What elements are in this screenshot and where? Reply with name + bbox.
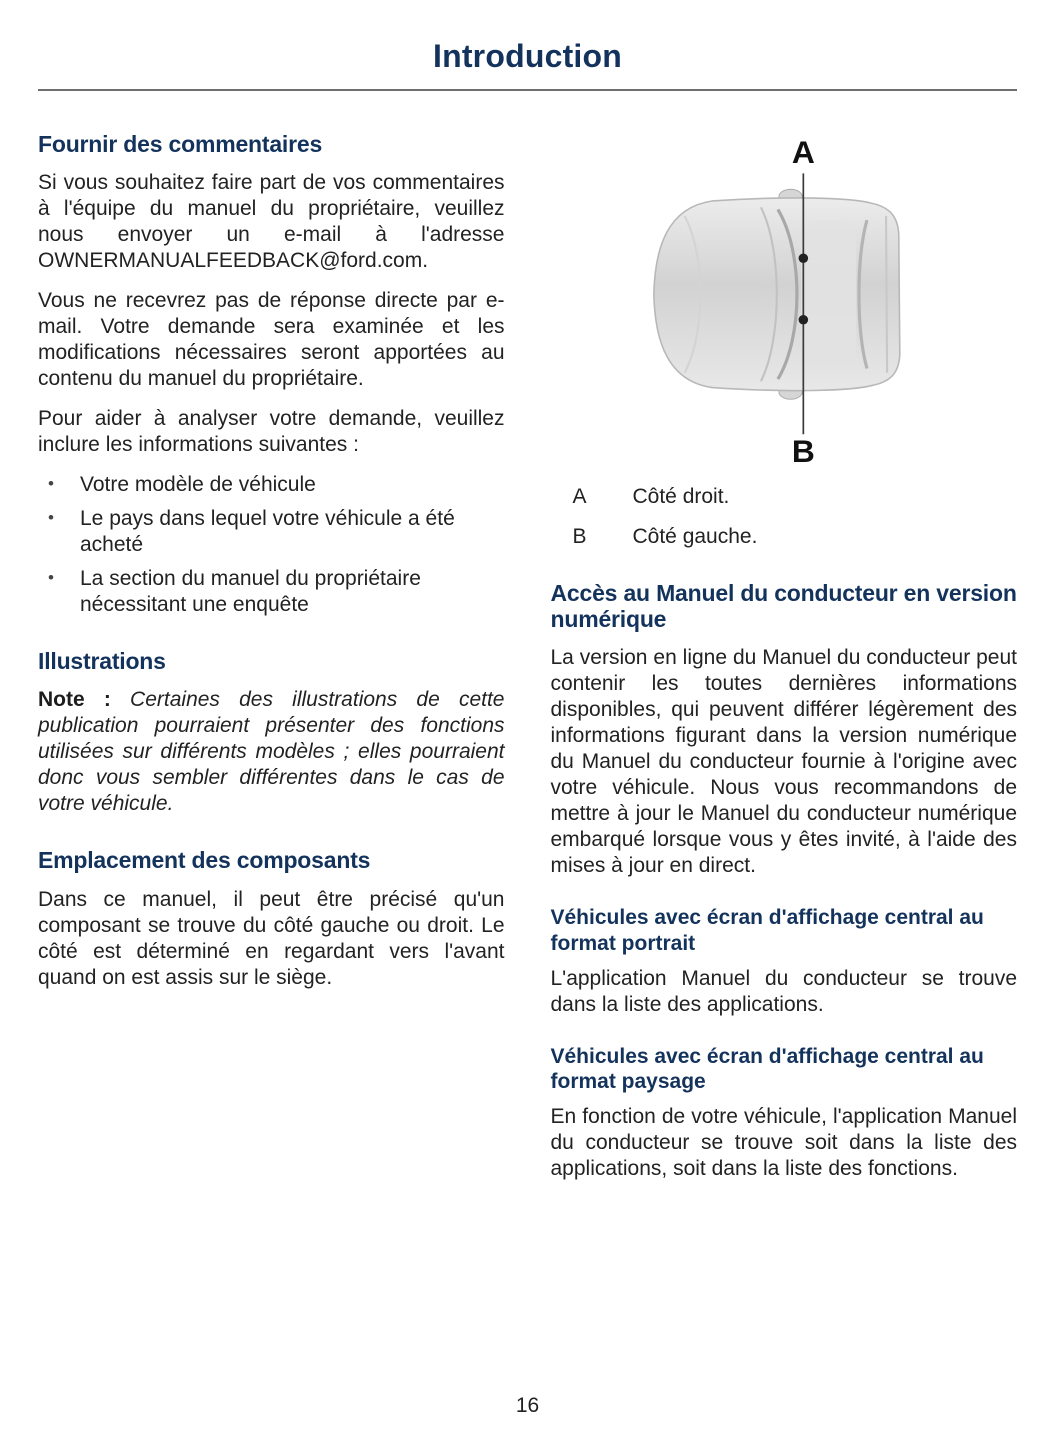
bullet-text: Votre modèle de véhicule (80, 472, 316, 496)
heading-emplacement-composants: Emplacement des composants (38, 847, 371, 874)
subheading-ecran-portrait: Véhicules avec écran d'affichage central au format portrait (550, 906, 984, 955)
figure-dot-lower (798, 314, 808, 324)
paragraph-feedback-3: Pour aider à analyser votre demande, veuillez inclure les informations suivantes : (38, 406, 505, 456)
bullet-text: La section du manuel du propriétaire nécessitant une enquête (80, 566, 421, 616)
left-column (38, 131, 505, 1197)
page-number: 16 (515, 1394, 540, 1417)
paragraph-components-1: Dans ce manuel, il peut être précisé qu'un composant se trouve du côté gauche ou droit. Le côté est déterminé en regardant vers l'avant quand on est assis sur le siège. (38, 887, 505, 989)
car-top-view-figure (551, 131, 1018, 466)
figure-dot-upper (798, 253, 808, 263)
two-column-layout (38, 131, 1017, 1197)
paragraph-feedback-2: Vous ne recevrez pas de réponse directe par e-mail. Votre demande sera examinée et les modifications nécessaires seront apportées au contenu du manuel du propriétaire. (38, 288, 505, 390)
paragraph-ecran-paysage: En fonction de votre véhicule, l'application Manuel du conducteur se trouve soit dans la liste des applications, soit dans la liste des fonctions. (550, 1105, 1017, 1181)
paragraph-ecran-portrait: L'application Manuel du conducteur se trouve dans la liste des applications. (550, 966, 1017, 1016)
bullet-item (38, 472, 505, 498)
paragraph-feedback-1: Si vous souhaitez faire part de vos commentaires à l'équipe du manuel du propriétaire, veuillez nous envoyer un e-mail à l'adresse OWNERMANUALFEEDBACK@ford.com. (38, 170, 505, 272)
legend-value-a: Côté droit. (632, 484, 730, 508)
bullet-item (38, 506, 505, 558)
bullet-text: Le pays dans lequel votre véhicule a été acheté (80, 506, 455, 556)
figure-label-b: B (791, 432, 815, 466)
legend-row-b (551, 524, 1018, 550)
title-divider (38, 89, 1017, 91)
heading-fournir-commentaires: Fournir des commentaires (38, 130, 323, 157)
heading-acces-manuel-numerique: Accès au Manuel du conducteur en version numérique (550, 579, 1017, 632)
right-column (551, 131, 1018, 1197)
car-rear-edge-line (886, 215, 887, 372)
legend-key-a: A (572, 484, 587, 508)
feedback-bullet-list (38, 472, 505, 618)
page-title: Introduction (432, 38, 623, 74)
figure-legend (551, 484, 1018, 550)
figure-container (551, 131, 1018, 466)
figure-label-a: A (791, 133, 815, 170)
heading-illustrations: Illustrations (38, 647, 166, 674)
legend-key-b: B (572, 524, 587, 548)
paragraph-note (38, 687, 505, 817)
car-roof-panel (801, 220, 856, 368)
note-label: Note : (38, 688, 111, 712)
paragraph-digital-manual-1: La version en ligne du Manuel du conducteur peut contenir les toutes dernières informations disponibles, qui peuvent différer légèrement des informations figurant dans la version numérique du Manuel du conducteur fournie à l'origine avec votre véhicule. Nous vous recommandons de mettre à jour le Manuel du conducteur numérique embarqué lorsque vous y êtes invité, à l'aide des mises à jour en direct. (550, 646, 1017, 878)
car-body-group (653, 189, 899, 399)
subheading-ecran-paysage: Véhicules avec écran d'affichage central au format paysage (550, 1044, 984, 1093)
legend-value-b: Côté gauche. (632, 524, 758, 548)
legend-row-a (551, 484, 1018, 510)
note-text: Certaines des illustrations de cette publication pourraient présenter des fonctions utilisées sur différents modèles ; elles pourraient donc vous sembler différentes dans le cas de votre véhicule. (38, 688, 505, 816)
bullet-item (38, 566, 505, 618)
